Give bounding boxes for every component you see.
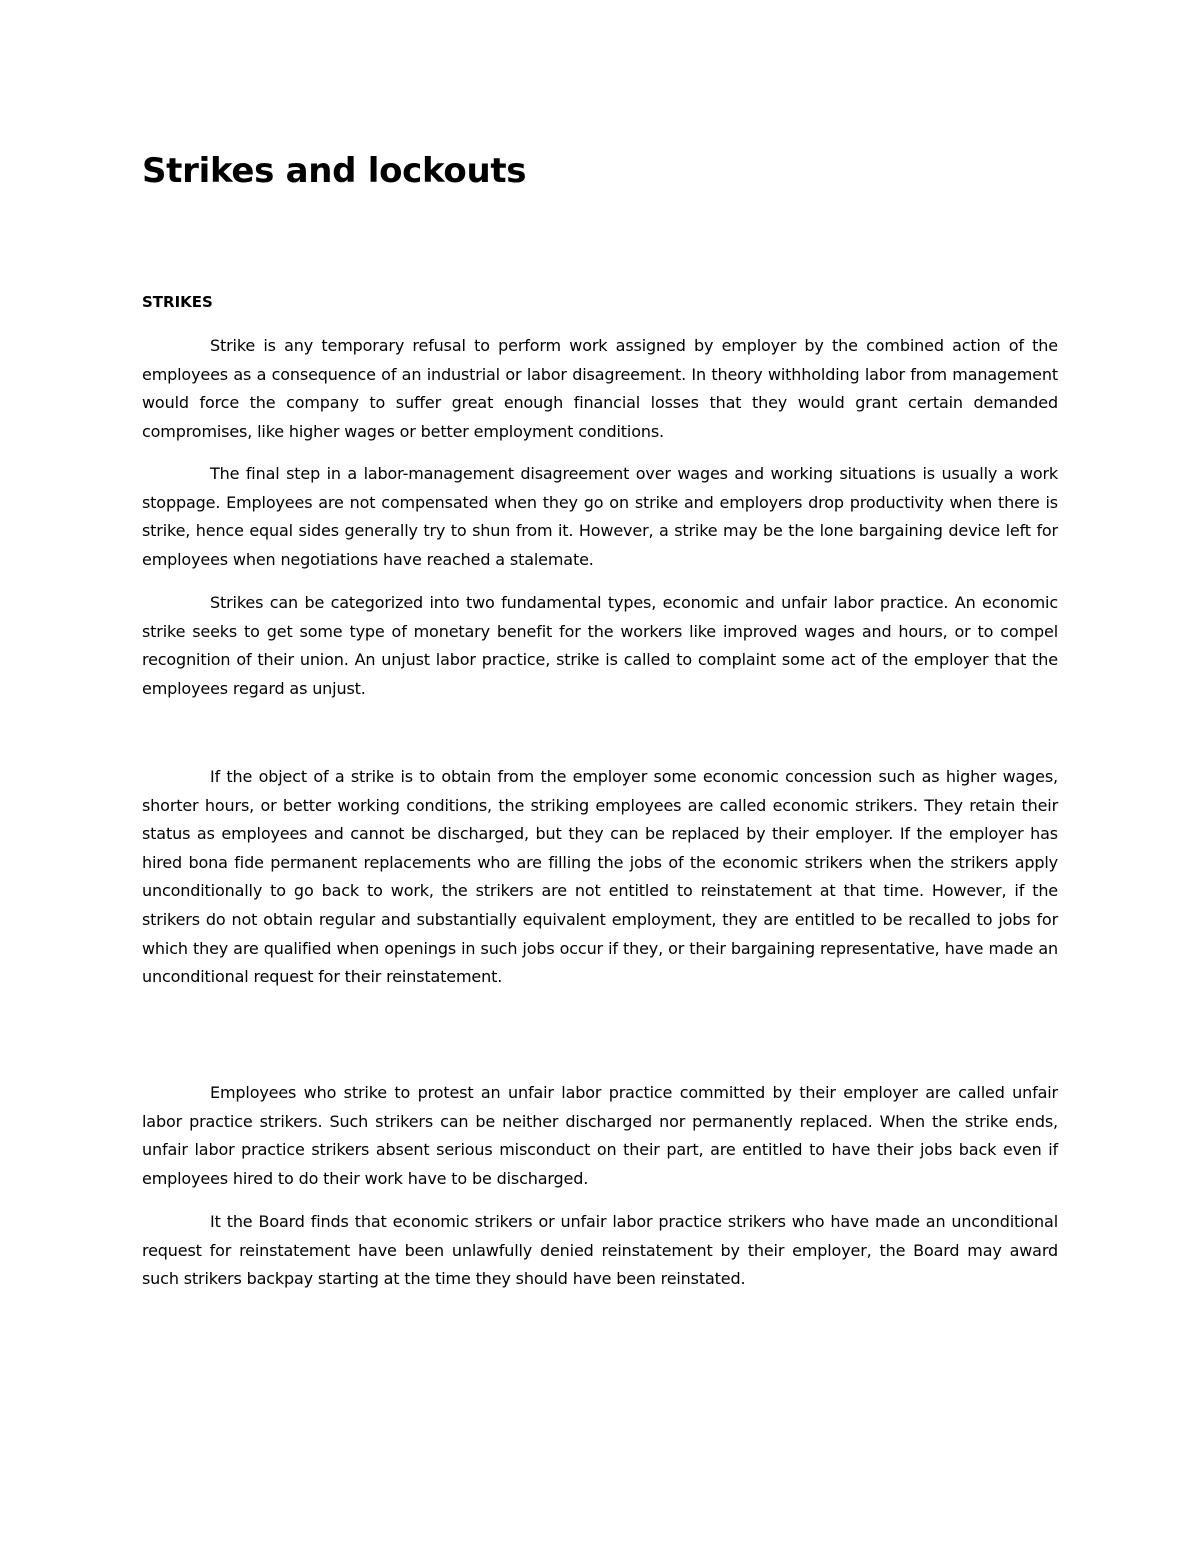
paragraph-unfair-labor-practice-strikers: Employees who strike to protest an unfair labor practice committed by their employer are called unfair labor practice strikers. Such strikers can be neither discharged nor permanently replaced. When the strike ends, unfair labor practice strikers absent serious misconduct on their part, are entitled to have their jobs back even if employees hired to do their work have to be discharged. bbox=[142, 1083, 1058, 1188]
section-heading-strikes: STRIKES bbox=[142, 293, 213, 311]
document-title: Strikes and lockouts bbox=[142, 151, 527, 191]
paragraph-strike-types: Strikes can be categorized into two fundamental types, economic and unfair labor practice. An economic strike seeks to get some type of monetary benefit for the workers like improved wages and hours, or to compel recognition of their union. An unjust labor practice, strike is called to complaint some act of the employer that the employees regard as unjust. bbox=[142, 593, 1058, 698]
paragraph-work-stoppage: The final step in a labor-management disagreement over wages and working situations is usually a work stoppage. Employees are not compensated when they go on strike and employers drop productivity when there is strike, hence equal sides generally try to shun from it. However, a strike may be the lone bargaining device left for employees when negotiations have reached a stalemate. bbox=[142, 464, 1058, 569]
paragraph-strike-definition: Strike is any temporary refusal to perform work assigned by employer by the combined action of the employees as a consequence of an industrial or labor disagreement. In theory withholding labor from management would force the company to suffer great enough financial losses that they would grant certain demanded compromises, like higher wages or better employment conditions. bbox=[142, 336, 1058, 441]
paragraph-economic-strikers: If the object of a strike is to obtain from the employer some economic concession such as higher wages, shorter hours, or better working conditions, the striking employees are called economic strikers. They retain their status as employees and cannot be discharged, but they can be replaced by their employer. If the employer has hired bona fide permanent replacements who are filling the jobs of the economic strikers when the strikers apply unconditionally to go back to work, the strikers are not entitled to reinstatement at that time. However, if the strikers do not obtain regular and substantially equivalent employment, they are entitled to be recalled to jobs for which they are qualified when openings in such jobs occur if they, or their bargaining representative, have made an unconditional request for their reinstatement. bbox=[142, 767, 1058, 987]
document-body bbox=[142, 148, 1058, 1289]
paragraph-board-backpay: It the Board finds that economic strikers or unfair labor practice strikers who have made an unconditional request for reinstatement have been unlawfully denied reinstatement by their employer, the Board may award such strikers backpay starting at the time they should have been reinstated. bbox=[142, 1212, 1058, 1289]
